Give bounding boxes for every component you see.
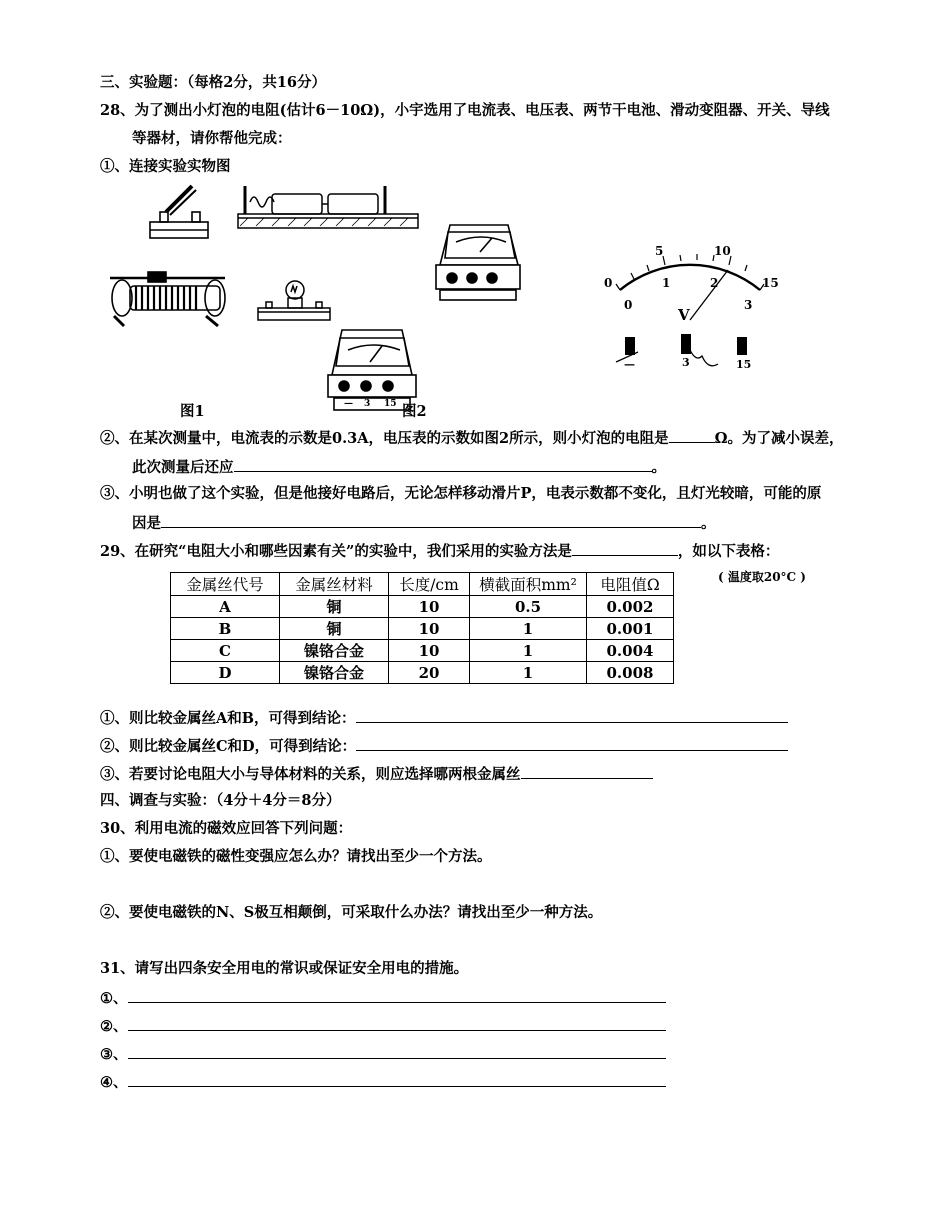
table-header: 金属丝材料 [280,573,389,596]
terminal-label: — [624,358,635,371]
scale-upper-tick: 5 [655,244,664,258]
q28-step1: ①、连接实验实物图 [100,158,231,175]
q28-step2-cont [132,456,666,478]
ammeter-terminal-label: 3 [364,399,371,409]
table-cell: 0.001 [587,618,674,640]
scale-upper-tick: 15 [762,276,779,290]
table-header: 横截面积mm² [470,573,587,596]
q29-intro-tail: ，如以下表格： [677,543,780,560]
section4-title: 四、调查与实验：（4分＋4分＝8分） [100,792,341,809]
table-cell: 镍铬合金 [280,662,389,684]
voltmeter-scale [616,254,764,366]
apparatus-drawing [100,180,880,420]
table-header-row [171,573,674,596]
answer-blank[interactable] [356,735,788,751]
voltmeter-device-icon [436,225,520,300]
q31-item [100,1071,666,1093]
answer-blank[interactable] [521,763,653,779]
section3-title: 三、实验题：（每格2分，共16分） [100,74,327,91]
table-cell: 铜 [280,618,389,640]
lamp-icon [258,281,330,320]
q31-item [100,1015,666,1037]
q31-item-label: ③、 [100,1046,128,1063]
answer-blank[interactable] [669,427,715,443]
scale-upper-tick: 10 [714,244,731,258]
scale-lower-tick: 1 [662,276,671,290]
table-cell: D [171,662,280,684]
temperature-note: ( 温度取20°C ) [718,570,806,584]
scale-lower-tick: 0 [624,298,633,312]
q31-item [100,987,666,1009]
q28-step3-text2: 因是 [132,515,161,532]
battery-holder-icon [238,186,418,228]
answer-blank[interactable] [128,1043,666,1059]
table-cell: 0.5 [470,596,587,618]
table-row [171,596,674,618]
table-cell: 镍铬合金 [280,640,389,662]
scale-lower-tick: 2 [710,276,719,290]
q31-title: 31、请写出四条安全用电的常识或保证安全用电的措施。 [100,960,469,977]
terminal-label: 3 [682,356,690,369]
table-header: 金属丝代号 [171,573,280,596]
table-header: 长度/cm [389,573,470,596]
table-cell: 1 [470,640,587,662]
period: 。 [651,459,666,476]
table-cell: C [171,640,280,662]
q29-q3-text: ③、若要讨论电阻大小与导体材料的关系，则应选择哪两根金属丝 [100,766,521,783]
q29-q2 [100,735,788,757]
scale-lower-tick: 3 [744,298,753,312]
period: 。 [701,515,716,532]
table-cell: 铜 [280,596,389,618]
q28-step3: ③、小明也做了这个实验，但是他接好电路后，无论怎样移动滑片P，电表示数都不变化，且灯光较暗，可能的原 [100,485,822,502]
q28-step2 [100,427,843,449]
ammeter-terminal-label: 15 [384,399,397,409]
q31-item [100,1043,666,1065]
ammeter-device-icon [328,330,416,410]
q28-line2: 等器材，请你帮他完成： [132,130,292,147]
table-cell: 1 [470,662,587,684]
answer-blank[interactable] [572,540,678,556]
rheostat-icon [110,272,225,326]
resistance-table [170,572,674,684]
q31-item-label: ④、 [100,1074,128,1091]
q30-q1: ①、要使电磁铁的磁性变强应怎么办？请找出至少一个方法。 [100,848,492,865]
q29-q3 [100,763,653,785]
scale-unit: V [678,306,690,324]
answer-blank[interactable] [128,1071,666,1087]
q30-title: 30、利用电流的磁效应回答下列问题： [100,820,353,837]
answer-blank[interactable] [128,1015,666,1031]
q30-q2: ②、要使电磁铁的N、S极互相颠倒，可采取什么办法？请找出至少一种方法。 [100,904,603,921]
table-cell: 10 [389,618,470,640]
q28-step3-cont [132,512,716,534]
q29-intro [100,540,779,562]
fig2-label: 图2 [402,403,427,420]
answer-blank[interactable] [234,456,652,472]
experiment-figures [100,180,880,420]
table-cell: 1 [470,618,587,640]
terminal-label: 15 [736,358,752,371]
switch-icon [150,186,208,238]
table-cell: 0.008 [587,662,674,684]
table-row [171,662,674,684]
q28-step2-unit: Ω。为了减小误差， [714,430,844,447]
q31-item-label: ②、 [100,1018,128,1035]
q29-intro-text: 29、在研究“电阻大小和哪些因素有关”的实验中，我们采用的实验方法是 [100,543,572,560]
q29-q1 [100,707,788,729]
table-cell: 20 [389,662,470,684]
table-row [171,640,674,662]
table-cell: 10 [389,640,470,662]
table-cell: B [171,618,280,640]
table-cell: 0.002 [587,596,674,618]
table-cell: 10 [389,596,470,618]
table-cell: 0.004 [587,640,674,662]
q28-step2-text: ②、在某次测量中，电流表的示数是0.3A，电压表的示数如图2所示，则小灯泡的电阻是 [100,430,669,447]
ammeter-terminal-label: — [344,399,353,409]
answer-blank[interactable] [128,987,666,1003]
q29-q2-text: ②、则比较金属丝C和D，可得到结论： [100,738,357,755]
q28-line1: 28、为了测出小灯泡的电阻(估计6－10Ω)，小宇选用了电流表、电压表、两节干电池、滑动变阻器、开关、导线 [100,102,830,119]
q29-q1-text: ①、则比较金属丝A和B，可得到结论： [100,710,356,727]
answer-blank[interactable] [356,707,788,723]
q31-item-label: ①、 [100,990,128,1007]
q28-step2-text2: 此次测量后还应 [132,459,234,476]
table-header: 电阻值Ω [587,573,674,596]
fig1-label: 图1 [180,403,205,420]
scale-upper-tick: 0 [604,276,613,290]
table-cell: A [171,596,280,618]
table-row [171,618,674,640]
answer-blank[interactable] [161,512,701,528]
